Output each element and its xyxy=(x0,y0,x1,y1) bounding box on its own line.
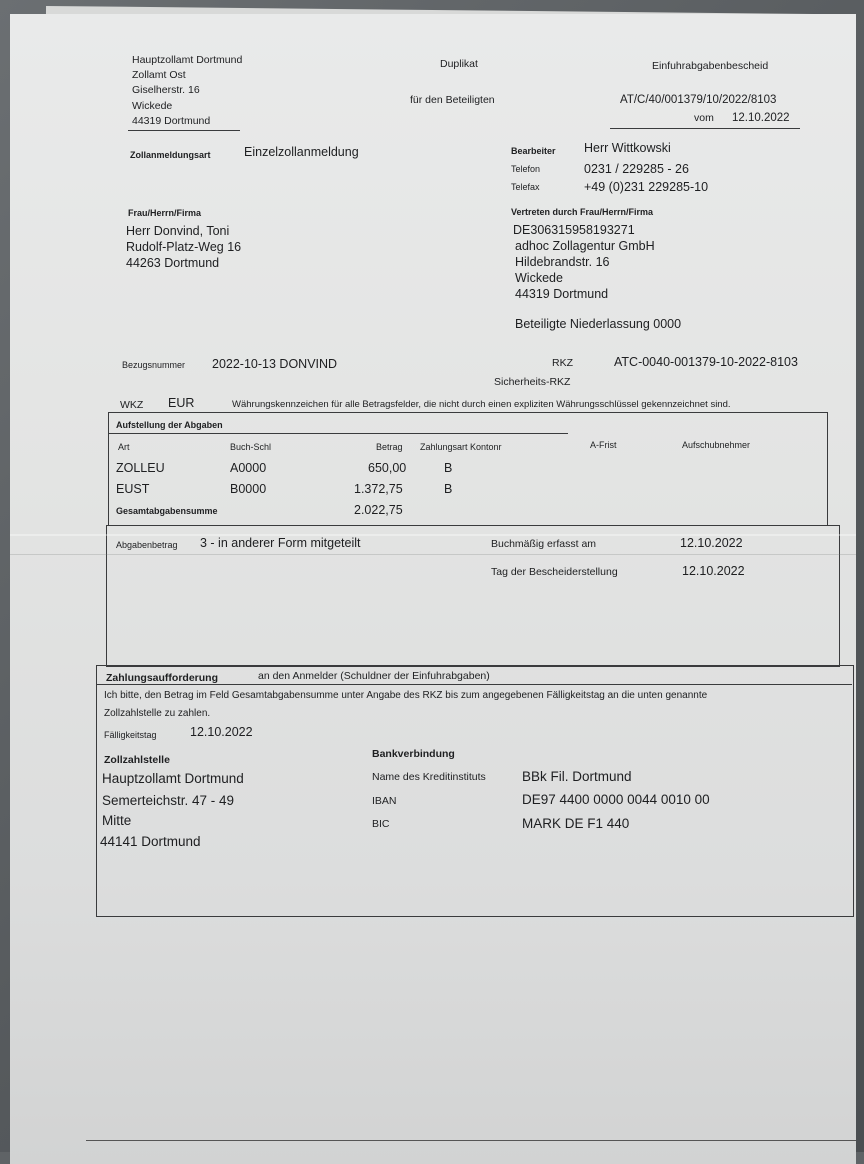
gesamtsumme-label: Gesamtabgabensumme xyxy=(116,506,218,516)
zahlung-recipient: an den Anmelder (Schuldner der Einfuhrabgaben) xyxy=(258,670,490,682)
row-2-betrag: 1.372,75 xyxy=(354,482,403,496)
header-art: Art xyxy=(118,442,130,452)
bezugsnummer-label: Bezugsnummer xyxy=(122,360,186,370)
header-zahlungsart: Zahlungsart Kontonr xyxy=(420,442,502,452)
vom-date: 12.10.2022 xyxy=(732,112,790,124)
duplikat-label: Duplikat xyxy=(440,58,478,70)
header-buch-schl: Buch-Schl xyxy=(230,442,272,452)
telefon-value: 0231 / 229285 - 26 xyxy=(584,162,689,176)
bic-label: BIC xyxy=(372,818,390,830)
row-2-buch: B0000 xyxy=(230,482,267,496)
vom-label: vom xyxy=(694,112,714,124)
telefax-label: Telefax xyxy=(511,182,540,192)
zahlung-title-line xyxy=(96,684,852,685)
fuer-beteiligten-label: für den Beteiligten xyxy=(410,94,495,106)
abgaben-title: Aufstellung der Abgaben xyxy=(116,420,223,430)
representative-line-2: adhoc Zollagentur GmbH xyxy=(515,239,655,253)
currency-note: Währungskennzeichen für alle Betragsfelder, die nicht durch einen expliziten Währungsschlüssel gekennzeichnet sind. xyxy=(232,399,731,410)
zahlstelle-label: Zollzahlstelle xyxy=(104,754,170,766)
iban-label: IBAN xyxy=(372,795,397,807)
abgabenbetrag-label: Abgabenbetrag xyxy=(116,540,178,550)
abgabenbetrag-value: 3 - in anderer Form mitgeteilt xyxy=(200,536,361,550)
zahlung-title: Zahlungsaufforderung xyxy=(106,672,218,684)
rkz-label: RKZ xyxy=(552,357,573,369)
zahlung-text-2: Zollzahlstelle zu zahlen. xyxy=(104,708,211,719)
zollanmeldungsart-label: Zollanmeldungsart xyxy=(130,150,211,160)
paper-crease xyxy=(10,554,856,555)
wkz-label: WKZ xyxy=(120,399,144,411)
zahlstelle-line-2: Semerteichstr. 47 - 49 xyxy=(102,793,235,808)
document-type: Einfuhrabgabenbescheid xyxy=(652,60,769,72)
bearbeiter-value: Herr Wittkowski xyxy=(584,141,671,155)
zahlstelle-line-3: Mitte xyxy=(102,813,132,828)
buchmaessig-date: 12.10.2022 xyxy=(680,536,743,550)
niederlassung: Beteiligte Niederlassung 0000 xyxy=(515,317,682,331)
representative-line-3: Hildebrandstr. 16 xyxy=(515,255,610,269)
row-1-buch: A0000 xyxy=(230,461,267,475)
row-1-betrag: 650,00 xyxy=(368,461,407,475)
paper-fold xyxy=(10,534,856,536)
zollanmeldungsart-value: Einzelzollanmeldung xyxy=(244,145,359,159)
representative-label: Vertreten durch Frau/Herrn/Firma xyxy=(511,207,654,217)
representative-line-4: Wickede xyxy=(515,271,563,285)
header-aufschubnehmer: Aufschubnehmer xyxy=(682,440,751,450)
row-1-art: ZOLLEU xyxy=(116,461,165,475)
buchmaessig-label: Buchmäßig erfasst am xyxy=(491,538,597,550)
faelligkeit-label: Fälligkeitstag xyxy=(104,730,157,740)
office-line-2: Zollamt Ost xyxy=(132,69,186,81)
zahlstelle-line-4: 44141 Dortmund xyxy=(100,834,201,849)
office-underline xyxy=(128,130,240,131)
header-betrag: Betrag xyxy=(376,442,403,452)
office-line-1: Hauptzollamt Dortmund xyxy=(132,54,243,66)
bezugsnummer-value: 2022-10-13 DONVIND xyxy=(212,357,338,371)
recipient-line-3: 44263 Dortmund xyxy=(126,256,220,270)
row-2-zahlungsart: B xyxy=(444,482,453,496)
office-line-4: Wickede xyxy=(132,100,173,112)
recipient-label: Frau/Herrn/Firma xyxy=(128,208,202,218)
sicherheits-rkz-label: Sicherheits-RKZ xyxy=(494,376,571,388)
bescheid-label: Tag der Bescheiderstellung xyxy=(491,566,618,578)
abgaben-title-underline xyxy=(108,433,568,434)
recipient-line-2: Rudolf-Platz-Weg 16 xyxy=(126,240,242,254)
office-line-3: Giselherstr. 16 xyxy=(132,84,200,96)
row-2-art: EUST xyxy=(116,482,150,496)
row-1-zahlungsart: B xyxy=(444,461,453,475)
document-reference: AT/C/40/001379/10/2022/8103 xyxy=(620,94,777,106)
zahlung-text-1: Ich bitte, den Betrag im Feld Gesamtabgabensumme unter Angabe des RKZ bis zum angegebenen Fälligkeitstag an die unten genannte xyxy=(104,690,708,701)
bearbeiter-label: Bearbeiter xyxy=(511,146,556,156)
faelligkeit-date: 12.10.2022 xyxy=(190,725,253,739)
gesamtsumme-value: 2.022,75 xyxy=(354,503,403,517)
header-a-frist: A-Frist xyxy=(590,440,617,450)
bic-value: MARK DE F1 440 xyxy=(522,816,630,831)
recipient-line-1: Herr Donvind, Toni xyxy=(126,224,230,238)
bescheid-date: 12.10.2022 xyxy=(682,564,745,578)
reference-underline xyxy=(610,128,800,129)
rkz-value: ATC-0040-001379-10-2022-8103 xyxy=(614,355,798,369)
representative-line-1: DE306315958193271 xyxy=(513,223,635,237)
wkz-value: EUR xyxy=(168,396,195,410)
zahlstelle-line-1: Hauptzollamt Dortmund xyxy=(102,771,244,786)
institut-value: BBk Fil. Dortmund xyxy=(522,769,632,784)
tax-assessment-document xyxy=(10,14,856,1164)
iban-value: DE97 4400 0000 0044 0010 00 xyxy=(522,792,710,807)
zahlung-box xyxy=(96,665,854,917)
telefon-label: Telefon xyxy=(511,164,541,174)
office-line-5: 44319 Dortmund xyxy=(132,115,211,127)
representative-line-5: 44319 Dortmund xyxy=(515,287,609,301)
telefax-value: +49 (0)231 229285-10 xyxy=(584,180,709,194)
footer-rule xyxy=(86,1140,856,1141)
institut-label: Name des Kreditinstituts xyxy=(372,771,486,783)
bank-label: Bankverbindung xyxy=(372,748,455,760)
